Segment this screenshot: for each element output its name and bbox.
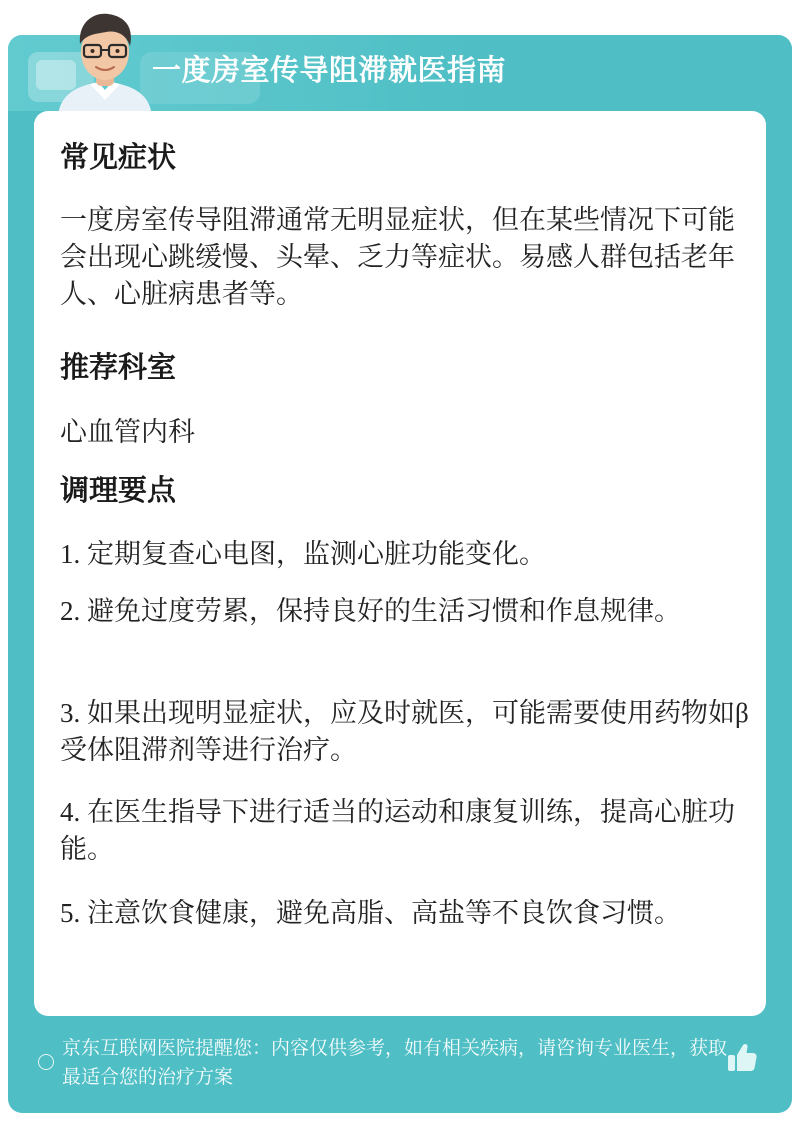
care-tip-4: 4. 在医生指导下进行适当的运动和康复训练，提高心脏功能。 — [60, 797, 735, 864]
care-tip-1: 1. 定期复查心电图，监测心脏功能变化。 — [60, 539, 546, 569]
page-title: 一度房室传导阻滞就医指南 — [152, 55, 507, 87]
care-tip-2: 2. 避免过度劳累，保持良好的生活习惯和作息规律。 — [60, 596, 681, 626]
thumbs-up-icon[interactable] — [724, 1040, 760, 1076]
footer-notice: 京东互联网医院提醒您：内容仅供参考，如有相关疾病，请咨询专业医生，获取最适合您的治疗方案 — [62, 1038, 728, 1088]
section-heading-symptoms: 常见症状 — [60, 142, 177, 174]
care-tip-5: 5. 注意饮食健康，避免高脂、高盐等不良饮食习惯。 — [60, 898, 681, 928]
section-heading-care-tips: 调理要点 — [60, 475, 177, 507]
info-icon — [38, 1054, 54, 1070]
section-heading-department: 推荐科室 — [60, 352, 177, 384]
content-card — [34, 111, 766, 1016]
doctor-avatar-icon — [50, 4, 160, 116]
department-text: 心血管内科 — [60, 417, 195, 447]
symptoms-text: 一度房室传导阻滞通常无明显症状，但在某些情况下可能会出现心跳缓慢、头晕、乏力等症状。易感人群包括老年人、心脏病患者等。 — [60, 205, 735, 309]
care-tip-3: 3. 如果出现明显症状，应及时就医，可能需要使用药物如β受体阻滞剂等进行治疗。 — [60, 698, 749, 765]
